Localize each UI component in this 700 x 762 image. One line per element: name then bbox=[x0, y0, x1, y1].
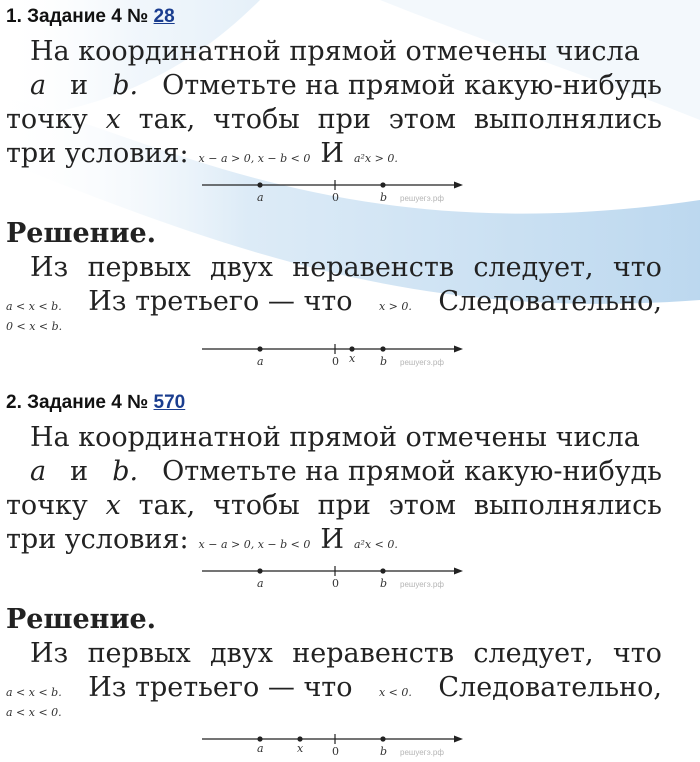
word: первых bbox=[87, 638, 191, 669]
var-b: b. bbox=[112, 456, 139, 487]
statement-line-1 bbox=[30, 422, 662, 454]
label-x: x bbox=[349, 352, 356, 365]
var-x: x bbox=[105, 104, 121, 135]
point-b bbox=[380, 346, 385, 351]
word: точку bbox=[6, 104, 88, 135]
number-line bbox=[200, 176, 465, 206]
word: двух bbox=[210, 252, 273, 283]
point-a bbox=[257, 346, 262, 351]
word: следует, bbox=[473, 638, 594, 669]
solution-result: a < x < 0. bbox=[6, 706, 62, 719]
word: двух bbox=[210, 638, 273, 669]
task-number-link[interactable]: 28 bbox=[153, 6, 175, 27]
word: чтобы bbox=[212, 490, 300, 521]
word: выполнялись bbox=[473, 104, 662, 135]
inequality: a < x < b. bbox=[6, 300, 62, 313]
word: И bbox=[320, 138, 344, 169]
word: так, bbox=[138, 490, 196, 521]
statement-text: Отметьте на прямой какую-нибудь bbox=[162, 70, 662, 101]
word: что bbox=[612, 638, 662, 669]
word: следует, bbox=[473, 252, 594, 283]
label-x: x bbox=[297, 742, 304, 755]
label-b: b bbox=[380, 745, 388, 758]
number-line bbox=[200, 730, 465, 760]
label-b: b bbox=[380, 355, 388, 368]
word: и bbox=[70, 456, 89, 487]
axis-arrow bbox=[454, 568, 463, 575]
watermark: решуегэ.рф bbox=[400, 194, 444, 203]
word: неравенств bbox=[292, 638, 455, 669]
axis-arrow bbox=[454, 736, 463, 743]
solution-text: Следовательно, bbox=[438, 672, 662, 703]
solution-title: Решение. bbox=[6, 604, 157, 635]
statement-line-2 bbox=[30, 456, 662, 488]
axis-arrow bbox=[454, 182, 463, 189]
point-x bbox=[297, 736, 302, 741]
word: так, bbox=[138, 104, 196, 135]
label-a: a bbox=[257, 355, 264, 368]
task-header-1 bbox=[6, 6, 175, 28]
word: что bbox=[612, 252, 662, 283]
solution-line-2 bbox=[6, 286, 662, 318]
inequality: a²x < 0. bbox=[353, 538, 398, 551]
statement-text: На координатной прямой отмечены числа bbox=[30, 36, 640, 67]
point-b bbox=[380, 736, 385, 741]
number-line bbox=[200, 340, 465, 370]
label-zero: 0 bbox=[332, 355, 339, 368]
label-a: a bbox=[257, 191, 264, 204]
label-b: b bbox=[380, 577, 388, 590]
statement-line-3 bbox=[6, 104, 662, 136]
inequality: x > 0. bbox=[378, 300, 412, 313]
axis-arrow bbox=[454, 346, 463, 353]
word: выполнялись bbox=[473, 490, 662, 521]
solution-line-1 bbox=[30, 638, 662, 670]
statement-text: На координатной прямой отмечены числа bbox=[30, 422, 640, 453]
word: Из bbox=[30, 638, 69, 669]
inequality: a < x < b. bbox=[6, 686, 62, 699]
statement-line-1 bbox=[30, 36, 662, 68]
solution-line-1 bbox=[30, 252, 662, 284]
label-zero: 0 bbox=[332, 745, 339, 758]
label-zero: 0 bbox=[332, 191, 339, 204]
inequality: x < 0. bbox=[378, 686, 412, 699]
var-a: a bbox=[30, 456, 47, 487]
solution-text: Из третьего — что bbox=[88, 286, 353, 317]
task-header-prefix: 1. Задание 4 № bbox=[6, 6, 154, 27]
statement-line-2 bbox=[30, 70, 662, 102]
word: Из bbox=[30, 252, 69, 283]
statement-text: три условия: bbox=[6, 138, 189, 169]
point-a bbox=[257, 568, 262, 573]
solution-text: Из третьего — что bbox=[88, 672, 353, 703]
label-a: a bbox=[257, 577, 264, 590]
var-a: a bbox=[30, 70, 47, 101]
point-a bbox=[257, 182, 262, 187]
point-b bbox=[380, 182, 385, 187]
word: и bbox=[70, 70, 89, 101]
word: чтобы bbox=[212, 104, 300, 135]
inequality: x − a > 0, x − b < 0 bbox=[198, 152, 311, 165]
solution-title: Решение. bbox=[6, 218, 157, 249]
word: первых bbox=[87, 252, 191, 283]
var-b: b. bbox=[112, 70, 139, 101]
word: неравенств bbox=[292, 252, 455, 283]
watermark: решуегэ.рф bbox=[400, 358, 444, 367]
solution-result: 0 < x < b. bbox=[6, 320, 63, 333]
inequality: a²x > 0. bbox=[353, 152, 398, 165]
task-header-prefix: 2. Задание 4 № bbox=[6, 392, 154, 413]
label-b: b bbox=[380, 191, 388, 204]
point-b bbox=[380, 568, 385, 573]
statement-line-3 bbox=[6, 490, 662, 522]
statement-line-4 bbox=[6, 524, 638, 556]
var-x: x bbox=[105, 490, 121, 521]
task-header-2 bbox=[6, 392, 185, 414]
word: И bbox=[320, 524, 344, 555]
watermark: решуегэ.рф bbox=[400, 748, 444, 757]
word: этом bbox=[388, 490, 457, 521]
label-zero: 0 bbox=[332, 577, 339, 590]
word: при bbox=[317, 490, 371, 521]
solution-text: Следовательно, bbox=[438, 286, 662, 317]
word: при bbox=[317, 104, 371, 135]
number-line bbox=[200, 562, 465, 592]
word: точку bbox=[6, 490, 88, 521]
statement-text: Отметьте на прямой какую-нибудь bbox=[162, 456, 662, 487]
statement-line-4 bbox=[6, 138, 638, 170]
word: этом bbox=[388, 104, 457, 135]
watermark: решуегэ.рф bbox=[400, 580, 444, 589]
inequality: x − a > 0, x − b < 0 bbox=[198, 538, 311, 551]
label-a: a bbox=[257, 742, 264, 755]
solution-line-2 bbox=[6, 672, 662, 704]
point-x bbox=[349, 346, 354, 351]
statement-text: три условия: bbox=[6, 524, 189, 555]
task-number-link[interactable]: 570 bbox=[153, 392, 186, 413]
point-a bbox=[257, 736, 262, 741]
